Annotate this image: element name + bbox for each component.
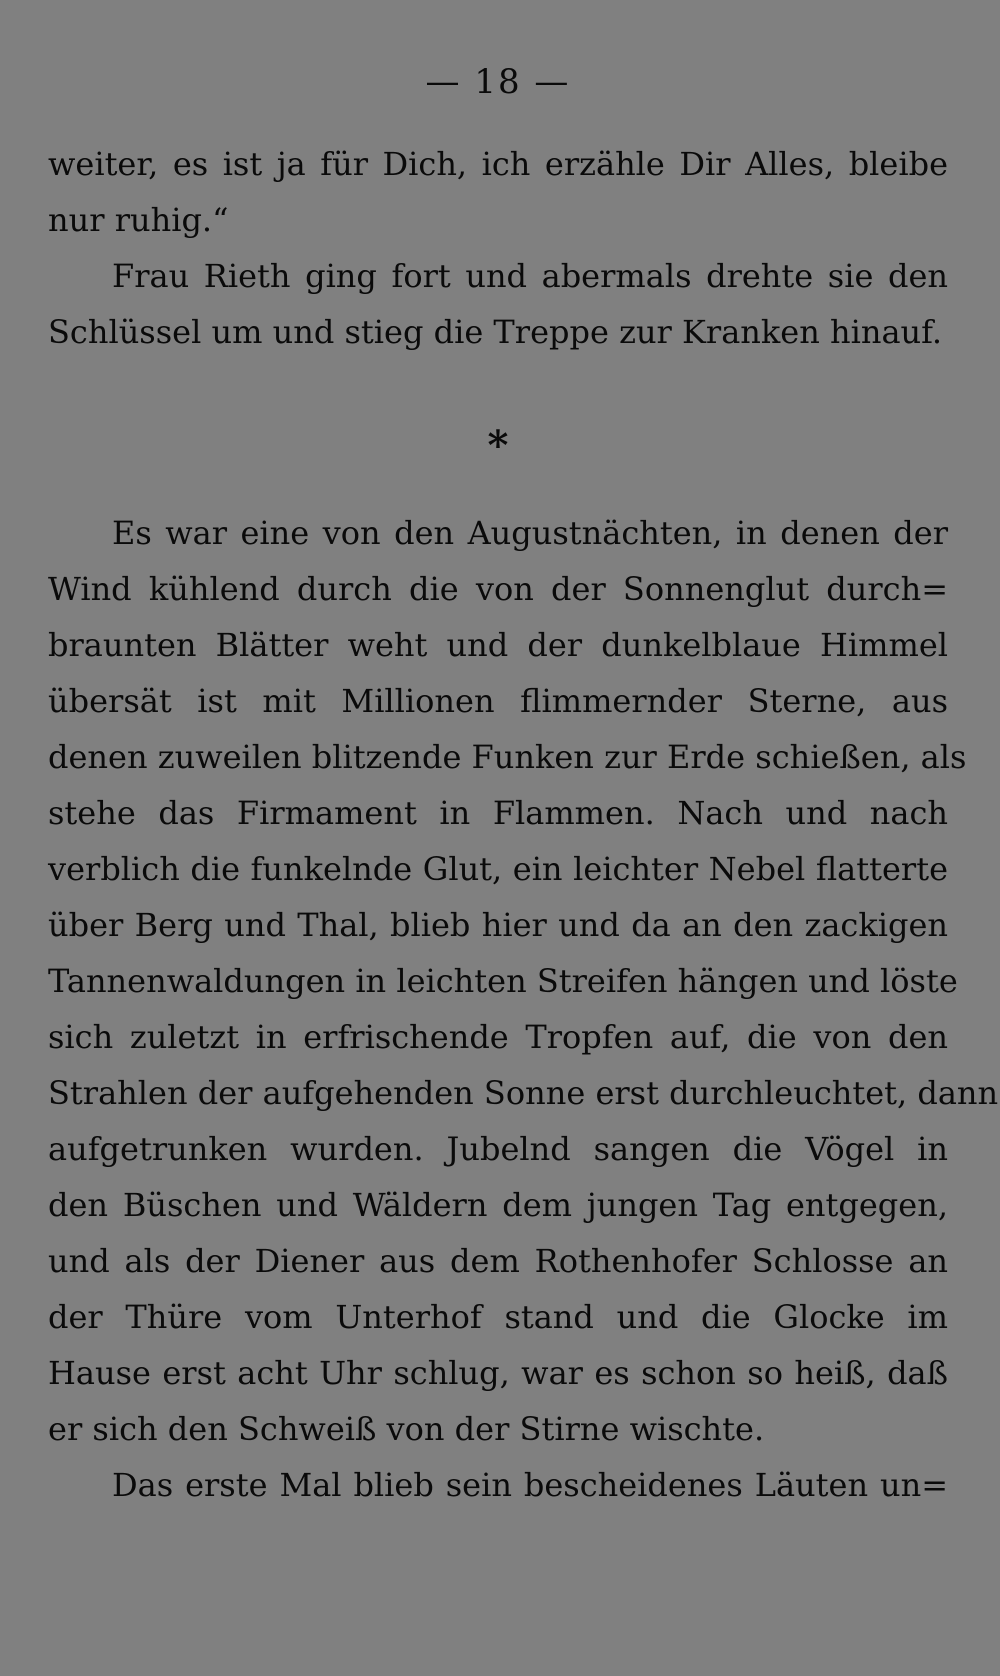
text-line: Schlüssel um und stieg die Treppe zur Kranken hinauf. — [48, 313, 943, 351]
text-line: denen zuweilen blitzende Funken zur Erde schießen, als — [48, 738, 967, 776]
book-page — [48, 0, 999, 1676]
text-line: nur ruhig.“ — [48, 201, 229, 239]
text-line: den Büschen und Wäldern dem jungen Tag entgegen, — [48, 1186, 948, 1224]
text-line: weiter, es ist ja für Dich, ich erzähle Dir Alles, bleibe — [48, 145, 948, 183]
text-line: Tannenwaldungen in leichten Streifen hängen und löste — [48, 962, 958, 1000]
text-line: Frau Rieth ging fort und abermals drehte sie den — [112, 257, 948, 295]
text-line: er sich den Schweiß von der Stirne wischte. — [48, 1410, 765, 1448]
text-line: und als der Diener aus dem Rothenhofer Schlosse an — [48, 1242, 948, 1280]
text-line: Das erste Mal blieb sein bescheidenes Läuten un= — [112, 1466, 948, 1504]
text-line: stehe das Firmament in Flammen. Nach und nach — [48, 794, 948, 832]
text-line: aufgetrunken wurden. Jubelnd sangen die Vögel in — [48, 1130, 948, 1168]
page-number: — 18 — — [425, 62, 571, 102]
section-separator-asterisk: * — [487, 422, 509, 469]
text-line: übersät ist mit Millionen flimmernder Sterne, aus — [48, 682, 948, 720]
text-line: Wind kühlend durch die von der Sonnenglut durch= — [48, 570, 948, 608]
text-line: der Thüre vom Unterhof stand und die Glocke im — [48, 1298, 948, 1336]
text-line: sich zuletzt in erfrischende Tropfen auf, die von den — [48, 1018, 948, 1056]
text-line: über Berg und Thal, blieb hier und da an den zackigen — [48, 906, 948, 944]
text-line: Hause erst acht Uhr schlug, war es schon so heiß, daß — [48, 1354, 948, 1392]
text-line: braunten Blätter weht und der dunkelblaue Himmel — [48, 626, 948, 664]
text-line: Es war eine von den Augustnächten, in denen der — [112, 514, 948, 552]
text-line: verblich die funkelnde Glut, ein leichter Nebel flatterte — [48, 850, 948, 888]
text-line: Strahlen der aufgehenden Sonne erst durchleuchtet, dann — [48, 1074, 999, 1112]
